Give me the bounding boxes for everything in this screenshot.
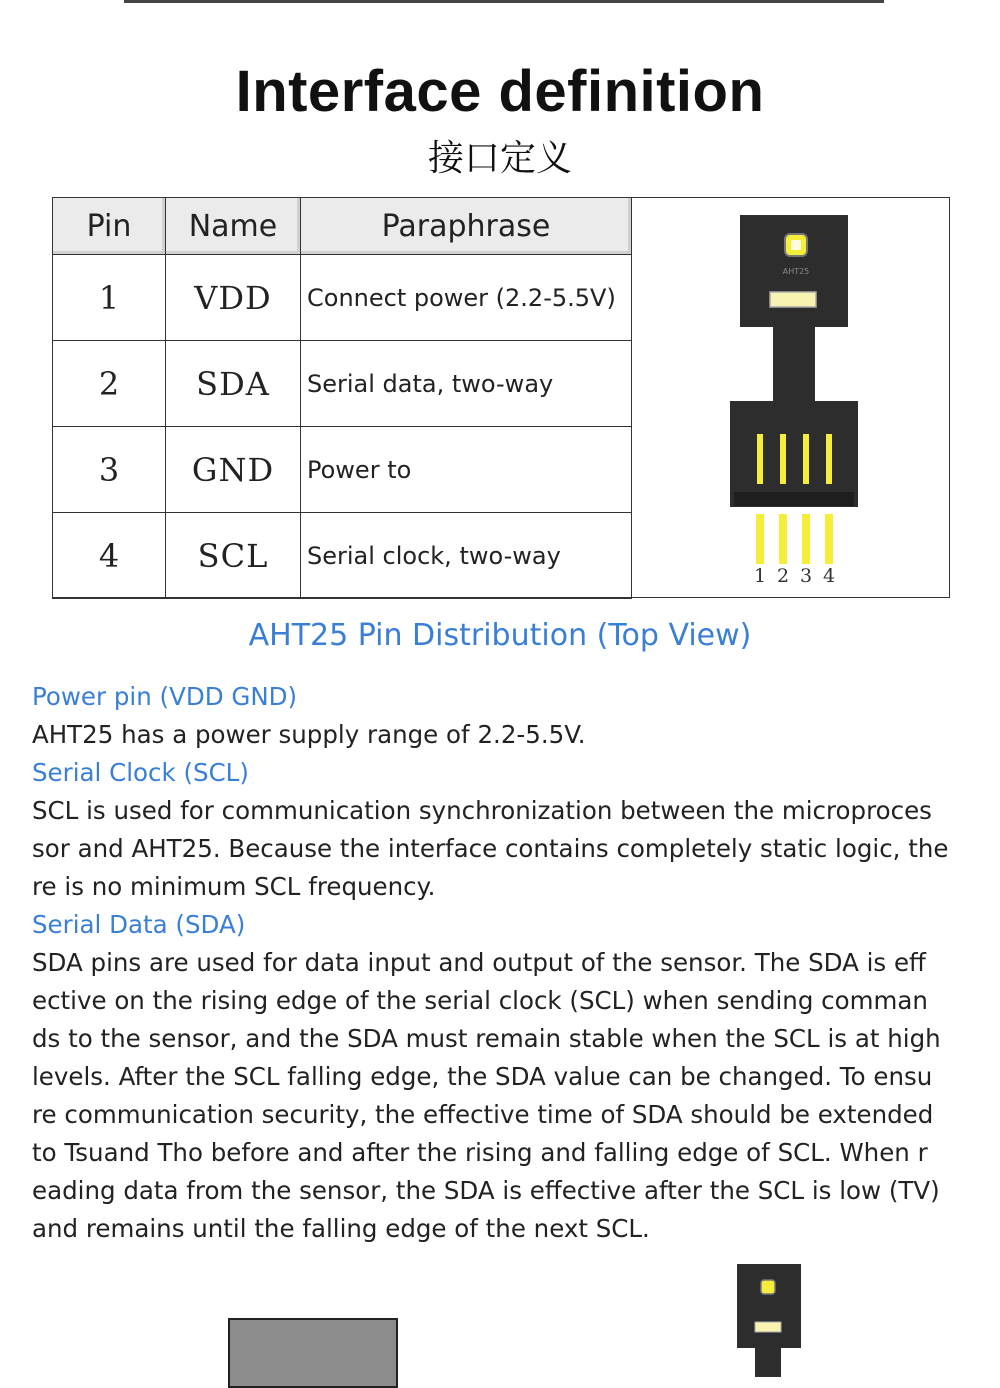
- sensor-neck: [773, 327, 815, 401]
- pin-description: Connect power (2.2-5.5V): [301, 255, 632, 341]
- bottom-sensor-image: [735, 1262, 805, 1377]
- pin-lead-3: [802, 514, 810, 564]
- contact-3: [803, 434, 809, 484]
- pin-number: 3: [53, 427, 166, 513]
- sensor-body: [730, 401, 858, 507]
- section-line: re communication security, the effective time of SDA should be extended: [32, 1100, 934, 1129]
- header-pin: Pin: [53, 198, 166, 255]
- table-header-row: [53, 198, 632, 255]
- table-row: [53, 255, 632, 341]
- table-row: [53, 513, 632, 599]
- section-line: SCL is used for communication synchronization between the microproces: [32, 796, 932, 825]
- table-row: [53, 341, 632, 427]
- description-body: [32, 678, 982, 1248]
- section-line: levels. After the SCL falling edge, the SDA value can be changed. To ensu: [32, 1062, 933, 1091]
- section-line: sor and AHT25. Because the interface contains completely static logic, the: [32, 834, 949, 863]
- sensor-component: [770, 292, 816, 307]
- sensor-diagram: [720, 210, 890, 590]
- section-line: re is no minimum SCL frequency.: [32, 872, 436, 901]
- pin-description: Serial data, two-way: [301, 341, 632, 427]
- table-row: [53, 427, 632, 513]
- pin-name: GND: [166, 427, 301, 513]
- page-subtitle: 接口定义: [427, 138, 572, 179]
- section-line: SDA pins are used for data input and output of the sensor. The SDA is eff: [32, 948, 926, 977]
- contact-2: [780, 434, 786, 484]
- section-line: eading data from the sensor, the SDA is effective after the SCL is low (TV): [32, 1176, 940, 1205]
- header-name: Name: [166, 198, 301, 255]
- pin-label-2: 2: [776, 565, 790, 587]
- section-line: ective on the rising edge of the serial clock (SCL) when sending comman: [32, 986, 928, 1015]
- pin-name: VDD: [166, 255, 301, 341]
- pin-label-1: 1: [753, 565, 767, 587]
- section-line: AHT25 has a power supply range of 2.2-5.5V.: [32, 720, 586, 749]
- section-heading-sda: Serial Data (SDA): [32, 910, 246, 939]
- pin-name: SCL: [166, 513, 301, 599]
- pin-label-4: 4: [822, 565, 836, 587]
- pin-number: 4: [53, 513, 166, 599]
- pin-lead-1: [756, 514, 764, 564]
- pin-number: 1: [53, 255, 166, 341]
- pin-number: 2: [53, 341, 166, 427]
- top-divider: [124, 0, 884, 3]
- pin-lead-2: [779, 514, 787, 564]
- pin-lead-4: [825, 514, 833, 564]
- pin-description: Power to: [301, 427, 632, 513]
- pin-table: [52, 197, 632, 599]
- header-paraphrase: Paraphrase: [301, 198, 632, 255]
- section-heading-power: Power pin (VDD GND): [32, 682, 298, 711]
- pin-description: Serial clock, two-way: [301, 513, 632, 599]
- contact-1: [757, 434, 763, 484]
- contact-4: [826, 434, 832, 484]
- section-line: and remains until the falling edge of the next SCL.: [32, 1214, 650, 1243]
- pin-name: SDA: [166, 341, 301, 427]
- section-line: to Tsuand Tho before and after the rising and falling edge of SCL. When r: [32, 1138, 928, 1167]
- bottom-chip-icon: [761, 1280, 775, 1294]
- figure-caption: AHT25 Pin Distribution (Top View): [248, 618, 752, 653]
- section-line: ds to the sensor, and the SDA must remain stable when the SCL is at high: [32, 1024, 941, 1053]
- page-title: Interface definition: [235, 59, 765, 124]
- bottom-block-image: [228, 1318, 398, 1388]
- section-heading-scl: Serial Clock (SCL): [32, 758, 249, 787]
- sensor-chip-label: AHT25: [782, 267, 810, 276]
- pin-label-3: 3: [799, 565, 813, 587]
